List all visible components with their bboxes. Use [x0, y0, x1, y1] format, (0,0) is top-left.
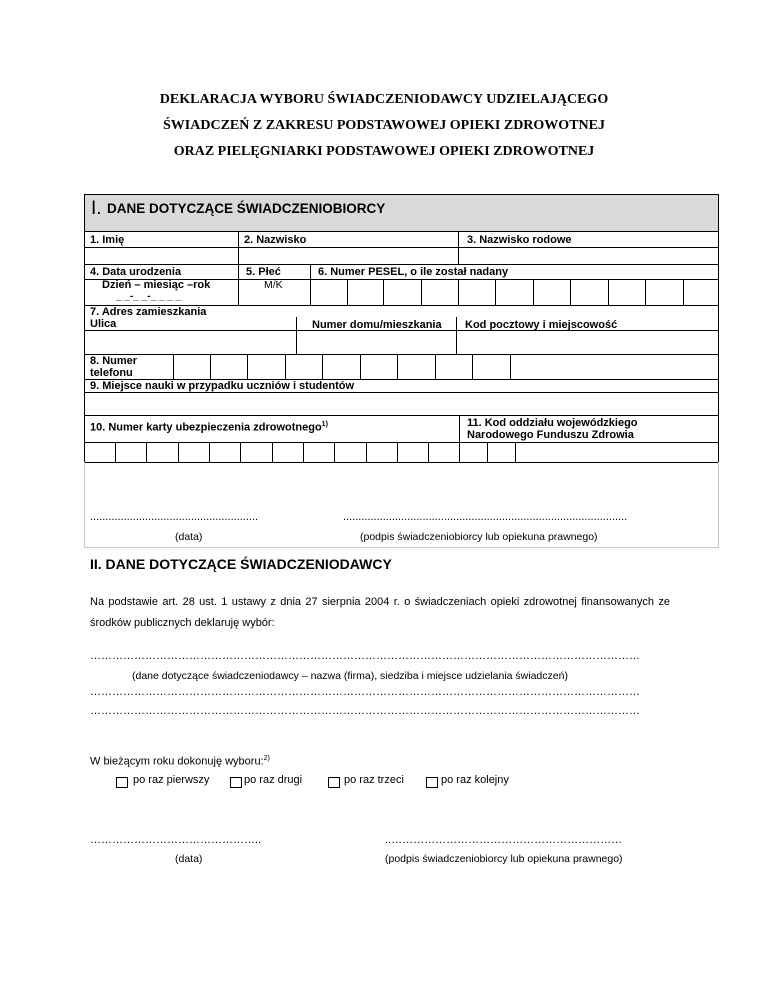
field-last-name-label: 2. Nazwisko	[244, 234, 307, 246]
field-birth-date-label: 4. Data urodzenia	[90, 266, 182, 278]
field-pesel-label: 6. Numer PESEL, o ile został nadany	[318, 266, 509, 278]
field-address-label: 7. Adres zamieszkania	[90, 306, 207, 318]
field-nfz-code-label-line1: 11. Kod oddziału wojewódzkiego	[467, 417, 638, 429]
field-first-name-label: 1. Imię	[90, 234, 125, 246]
field-school-label: 9. Miejsce nauki w przypadku uczniów i studentów	[90, 380, 355, 392]
field-sex-label: 5. Płeć	[246, 266, 281, 278]
footnote-1-marker: 1)	[321, 421, 328, 428]
section2-heading: II. DANE DOTYCZĄCE ŚWIADCZENIODAWCY	[90, 556, 392, 572]
checkbox-another-time[interactable]	[426, 777, 438, 788]
provider-caption: (dane dotyczące świadczeniodawcy – nazwa (firma), siedziba i miejsce udzielania świadczeń)	[132, 670, 568, 682]
field-insurance-card-label	[90, 419, 328, 434]
checkbox-first-time-label: po raz pierwszy	[133, 774, 210, 786]
field-birth-name-label: 3. Nazwisko rodowe	[467, 234, 572, 246]
section1-signature-caption: (podpis świadczeniobiorcy lub opiekuna prawnego)	[360, 531, 598, 543]
section1-date-caption: (data)	[175, 531, 203, 543]
checkbox-third-time-label: po raz trzeci	[344, 774, 404, 786]
section1-roman: I.	[91, 198, 102, 219]
field-nfz-code-label-line2: Narodowego Funduszu Zdrowia	[467, 429, 634, 441]
checkbox-second-time[interactable]	[230, 777, 242, 788]
checkbox-another-time-label: po raz kolejny	[441, 774, 509, 786]
footnote-2-marker: 2)	[263, 755, 270, 762]
provider-line-1[interactable]: ……………………………………………………………………………………………………………………………………	[90, 650, 640, 662]
section1-signature-line[interactable]: .............................................................................................	[343, 511, 628, 523]
form-title-line1: DEKLARACJA WYBORU ŚWIADCZENIODAWCY UDZIELAJĄCEGO	[159, 92, 609, 107]
provider-line-2[interactable]: ……………………………………………………………………………………………………………………………………	[90, 686, 640, 698]
section2-signature-line[interactable]: ..………………………………………………………	[385, 834, 623, 846]
field-birth-date-format: Dzień – miesiąc –rok	[102, 279, 211, 291]
field-phone-label-line2: telefonu	[90, 367, 133, 379]
field-phone-label-line1: 8. Numer	[90, 355, 138, 367]
choice-intro-text: W bieżącym roku dokonuję wyboru:	[90, 755, 264, 768]
field-sex-hint: M/K	[264, 279, 283, 291]
choice-intro	[90, 755, 270, 768]
section2-signature-caption: (podpis świadczeniobiorcy lub opiekuna prawnego)	[385, 853, 623, 865]
checkbox-first-time[interactable]	[116, 777, 128, 788]
field-insurance-card-text: 10. Numer karty ubezpieczenia zdrowotnego	[90, 421, 322, 434]
section2-paragraph: Na podstawie art. 28 ust. 1 ustawy z dnia 27 sierpnia 2004 r. o świadczeniach opieki zdrowotnej finansowanych ze środków publicznych deklaruję wybór:	[90, 596, 670, 629]
section2-date-caption: (data)	[175, 853, 203, 865]
section1-date-line[interactable]: .......................................................	[90, 511, 259, 523]
checkbox-second-time-label: po raz drugi	[244, 774, 303, 786]
form-title-line2: ŚWIADCZEŃ Z ZAKRESU PODSTAWOWEJ OPIEKI ZDROWOTNEJ	[163, 118, 605, 133]
checkbox-third-time[interactable]	[328, 777, 340, 788]
field-street-label: Ulica	[90, 318, 117, 330]
section1-heading: DANE DOTYCZĄCE ŚWIADCZENIOBIORCY	[107, 201, 386, 216]
provider-line-3[interactable]: ……………………………………………………………………………………………………………………………………	[90, 705, 640, 717]
section2-date-line[interactable]: ………………………………………..	[90, 834, 262, 846]
field-postal-code-label: Kod pocztowy i miejscowość	[465, 319, 618, 331]
field-birth-date-mask: _ _-_ _-_ _ _ _	[116, 291, 182, 302]
section1-header	[84, 194, 719, 231]
field-house-number-label: Numer domu/mieszkania	[312, 319, 442, 331]
form-title-line3: ORAZ PIELĘGNIARKI PODSTAWOWEJ OPIEKI ZDROWOTNEJ	[173, 144, 595, 159]
